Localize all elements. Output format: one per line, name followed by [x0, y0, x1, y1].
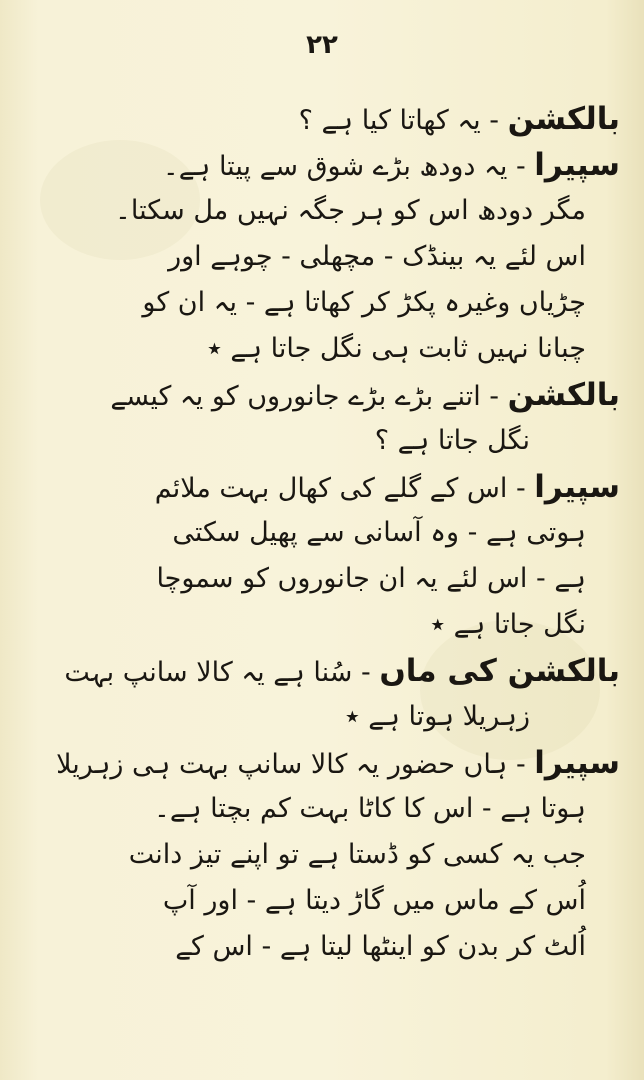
text-line [22, 464, 620, 510]
line-text: ہے - اس لئے یہ ان جانوروں کو سموچا [156, 563, 586, 594]
text-line [22, 234, 620, 280]
speaker-name: بالکشن [507, 377, 620, 413]
text-line [22, 648, 620, 694]
line-text: زہریلا ہوتا ہے ٭ [345, 701, 530, 732]
text-line [22, 924, 620, 970]
line-text: اس لئے یہ بینڈک - مچھلی - چوہے اور [168, 241, 586, 272]
line-text: نگل جاتا ہے ؟ [374, 425, 530, 456]
text-line [22, 326, 620, 372]
line-text: - یہ کھاتا کیا ہے ؟ [298, 105, 508, 136]
line-text: - اس کے گلے کی کھال بہت ملائم [154, 473, 535, 504]
text-line [22, 188, 620, 234]
speaker-name: سپیرا [534, 147, 620, 183]
line-text: نگل جاتا ہے ٭ [430, 609, 586, 640]
text-line [22, 832, 620, 878]
line-text: جب یہ کسی کو ڈستا ہے تو اپنے تیز دانت [128, 839, 586, 870]
line-text: - یہ دودھ بڑے شوق سے پیتا ہے۔ [162, 151, 535, 182]
line-text: چبانا نہیں ثابت ہی نگل جاتا ہے ٭ [207, 333, 586, 364]
line-text: - سُنا ہے یہ کالا سانپ بہت [64, 657, 380, 688]
text-line [22, 786, 620, 832]
text-line [22, 142, 620, 188]
speaker-name: سپیرا [534, 745, 620, 781]
text-line [22, 602, 620, 648]
page-number: ۲۲ [306, 30, 338, 60]
text-line [22, 418, 620, 464]
line-text: اُس کے ماس میں گاڑ دیتا ہے - اور آپ [162, 885, 586, 916]
text-line [22, 556, 620, 602]
line-text: چڑیاں وغیرہ پکڑ کر کھاتا ہے - یہ ان کو [142, 287, 586, 318]
speaker-name: بالکشن کی ماں [379, 653, 620, 689]
speaker-name: بالکشن [507, 101, 620, 137]
line-text: ہوتی ہے - وہ آسانی سے پھیل سکتی [172, 517, 586, 548]
line-text: مگر دودھ اس کو ہر جگہ نہیں مل سکتا۔ [115, 195, 586, 226]
line-text: - ہاں حضور یہ کالا سانپ بہت ہی زہریلا [56, 749, 535, 780]
text-line [22, 280, 620, 326]
line-text: اُلٹ کر بدن کو اینٹھا لیتا ہے - اس کے [175, 931, 586, 962]
text-line [22, 694, 620, 740]
speaker-name: سپیرا [534, 469, 620, 505]
text-line [22, 510, 620, 556]
text-line [22, 372, 620, 418]
page-text [22, 96, 620, 970]
text-line [22, 96, 620, 142]
line-text: ہوتا ہے - اس کا کاٹا بہت کم بچتا ہے۔ [154, 793, 586, 824]
line-text: - اتنے بڑے بڑے جانوروں کو یہ کیسے [110, 381, 508, 412]
text-line [22, 878, 620, 924]
text-line [22, 740, 620, 786]
